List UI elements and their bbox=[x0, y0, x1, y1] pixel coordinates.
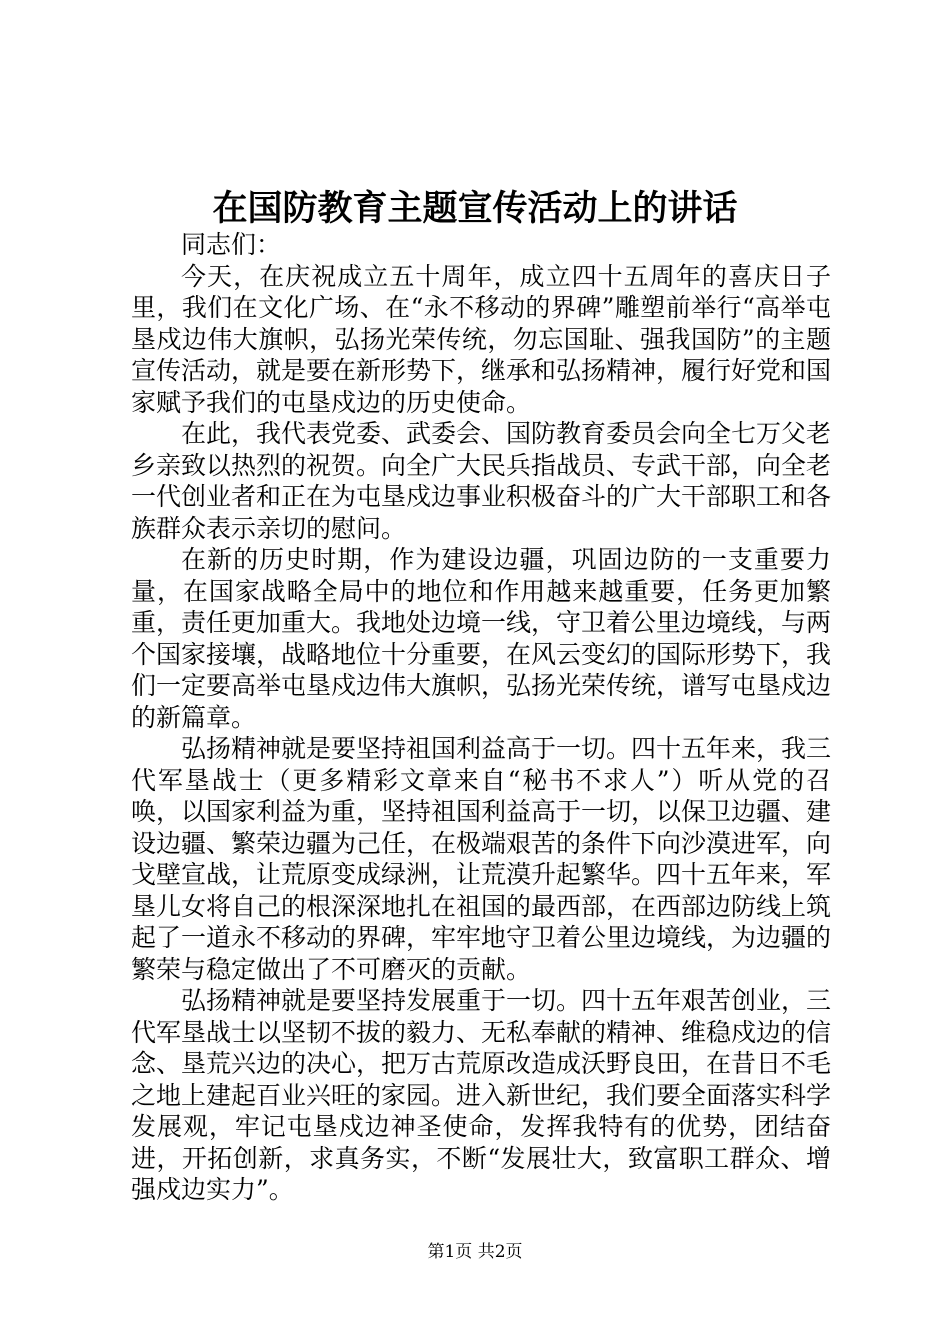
page-number-footer: 第1页 共2页 bbox=[427, 1242, 523, 1262]
paragraph: 弘扬精神就是要坚持祖国利益高于一切。四十五年来，我三代军垦战士（更多精彩文章来自“秘书不求人”）听从党的召唤，以国家利益为重，坚持祖国利益高于一切，以保卫边疆、建设边疆、繁荣边疆为己任，在极端艰苦的条件下向沙漠进军，向戈壁宣战，让荒原变成绿洲，让荒漠升起繁华。四十五年来，军垦儿女将自己的根深深地扎在祖国的最西部，在西部边防线上筑起了一道永不移动的界碑，牢牢地守卫着公里边境线，为边疆的繁荣与稳定做出了不可磨灭的贡献。 bbox=[131, 734, 832, 984]
paragraph: 弘扬精神就是要坚持发展重于一切。四十五年艰苦创业，三代军垦战士以坚韧不拔的毅力、无私奉献的精神、维稳戍边的信念、垦荒兴边的决心，把万古荒原改造成沃野良田，在昔日不毛之地上建起百业兴旺的家园。进入新世纪，我们要全面落实科学发展观，牢记屯垦戍边神圣使命，发挥我特有的优势，团结奋进，开拓创新，求真务实，不断“发展壮大，致富职工群众、增强戍边实力”。 bbox=[131, 986, 832, 1204]
document-title: 在国防教育主题宣传活动上的讲话 bbox=[212, 188, 738, 229]
salutation: 同志们： bbox=[181, 230, 282, 259]
paragraph: 今天，在庆祝成立五十周年，成立四十五周年的喜庆日子里，我们在文化广场、在“永不移动的界碑”雕塑前举行“高举屯垦戍边伟大旗帜，弘扬光荣传统，勿忘国耻、强我国防”的主题宣传活动，就是要在新形势下，继承和弘扬精神，履行好党和国家赋予我们的屯垦戍边的历史使命。 bbox=[131, 261, 832, 417]
document-body bbox=[131, 229, 831, 1206]
paragraph: 在新的历史时期，作为建设边疆，巩固边防的一支重要力量，在国家战略全局中的地位和作用越来越重要，任务更加繁重，责任更加重大。我地处边境一线，守卫着公里边境线，与两个国家接壤，战略地位十分重要，在风云变幻的国际形势下，我们一定要高举屯垦戍边伟大旗帜，弘扬光荣传统，谱写屯垦戍边的新篇章。 bbox=[131, 545, 832, 732]
paragraph: 在此，我代表党委、武委会、国防教育委员会向全七万父老乡亲致以热烈的祝贺。向全广大民兵指战员、专武干部，向全老一代创业者和正在为屯垦戍边事业积极奋斗的广大干部职工和各族群众表示亲切的慰问。 bbox=[131, 419, 832, 543]
